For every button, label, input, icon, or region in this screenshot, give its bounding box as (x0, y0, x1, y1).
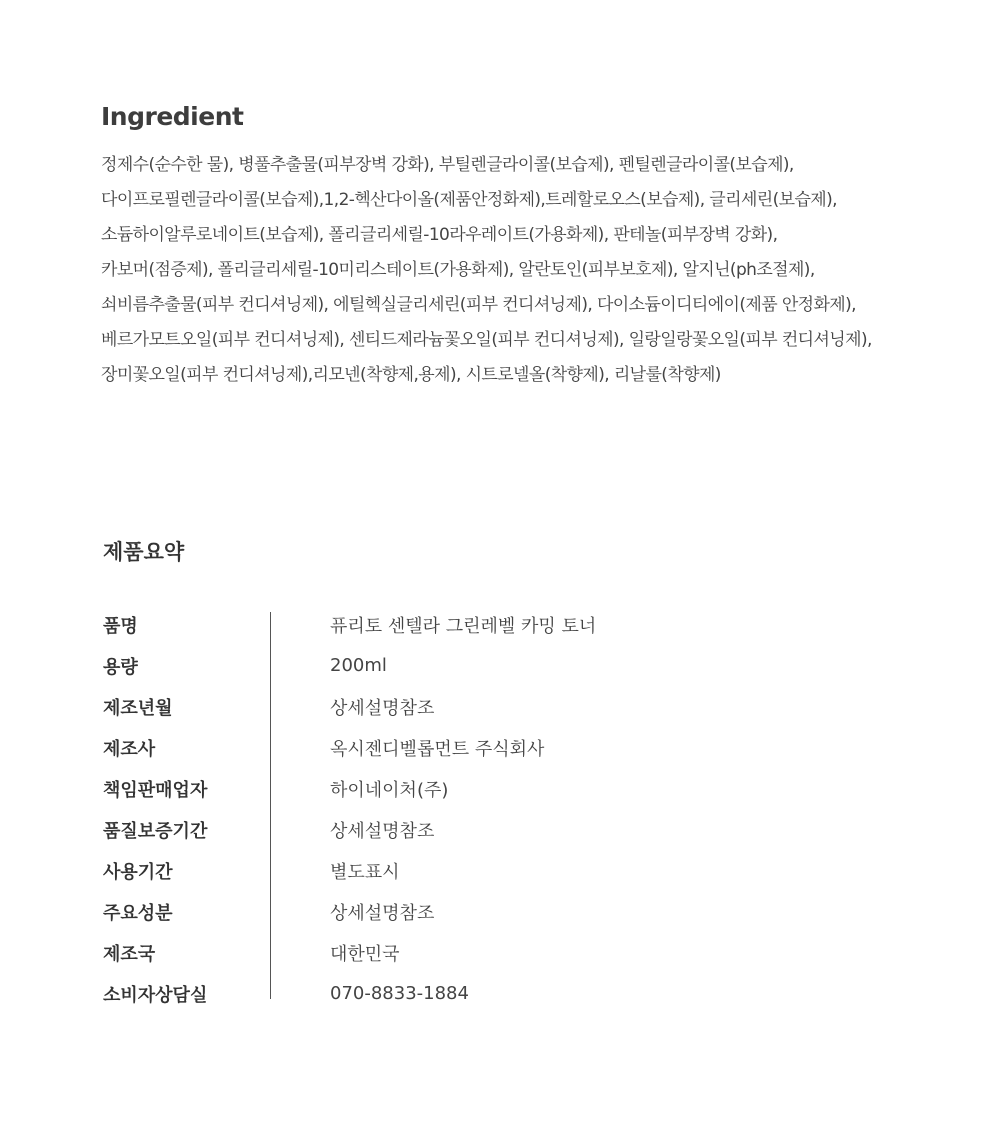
summary-row-responsible-seller (103, 768, 923, 809)
summary-value: 옥시젠디벨롭먼트 주식회사 (330, 738, 545, 760)
summary-row-usage-period (103, 850, 923, 891)
summary-row-customer-service (103, 973, 923, 1014)
summary-label: 책임판매업자 (103, 779, 208, 801)
ingredient-list (101, 148, 961, 393)
ingredient-line: 카보머(점증제), 폴리글리세릴-10미리스테이트(가용화제), 알란토인(피부보호제), 알지닌(ph조절제), (101, 260, 815, 280)
summary-label: 사용기간 (103, 861, 173, 883)
ingredient-line: 쇠비름추출물(피부 컨디셔닝제), 에틸헥실글리세린(피부 컨디셔닝제), 다이소듐이디티에이(제품 안정화제), (101, 295, 856, 315)
product-summary-table (103, 604, 923, 1014)
summary-label: 제조국 (103, 943, 156, 965)
summary-value: 대한민국 (330, 943, 400, 965)
summary-value: 상세설명참조 (330, 820, 435, 842)
summary-label: 주요성분 (103, 902, 173, 924)
summary-label: 제조년월 (103, 697, 173, 719)
summary-row-main-ingredients (103, 891, 923, 932)
ingredient-line: 소듐하이알루로네이트(보습제), 폴리글리세릴-10라우레이트(가용화제), 판테놀(피부장벽 강화), (101, 225, 778, 245)
summary-row-manufacturer (103, 727, 923, 768)
summary-label: 품명 (103, 615, 138, 637)
column-divider (270, 612, 271, 999)
summary-value: 070-8833-1884 (330, 983, 469, 1004)
summary-row-manufacture-date (103, 686, 923, 727)
summary-value: 상세설명참조 (330, 697, 435, 719)
summary-label: 제조사 (103, 738, 156, 760)
ingredient-line: 다이프로필렌글라이콜(보습제),1,2-헥산다이올(제품안정화제),트레할로오스(보습제), 글리세린(보습제), (101, 190, 837, 210)
product-summary-section (103, 536, 923, 1006)
summary-label: 품질보증기간 (103, 820, 208, 842)
summary-row-product-name (103, 604, 923, 645)
ingredient-title: Ingredient (101, 102, 244, 131)
summary-label: 소비자상담실 (103, 984, 208, 1006)
ingredient-section (101, 100, 961, 393)
summary-value: 퓨리토 센텔라 그린레벨 카밍 토너 (330, 615, 597, 637)
summary-value: 상세설명참조 (330, 902, 435, 924)
summary-value: 별도표시 (330, 861, 400, 883)
ingredient-line: 베르가모트오일(피부 컨디셔닝제), 센티드제라늄꽃오일(피부 컨디셔닝제), 일랑일랑꽃오일(피부 컨디셔닝제), (101, 330, 872, 350)
summary-value: 200ml (330, 655, 387, 676)
product-summary-title: 제품요약 (103, 540, 185, 564)
summary-row-quality-warranty (103, 809, 923, 850)
summary-value: 하이네이처(주) (330, 779, 449, 801)
summary-label: 용량 (103, 656, 138, 678)
summary-row-volume (103, 645, 923, 686)
ingredient-line: 정제수(순수한 물), 병풀추출물(피부장벽 강화), 부틸렌글라이콜(보습제), 펜틸렌글라이콜(보습제), (101, 155, 794, 175)
ingredient-line: 장미꽃오일(피부 컨디셔닝제),리모넨(착향제,용제), 시트로넬올(착향제), 리날룰(착향제) (101, 365, 721, 385)
summary-row-country (103, 932, 923, 973)
